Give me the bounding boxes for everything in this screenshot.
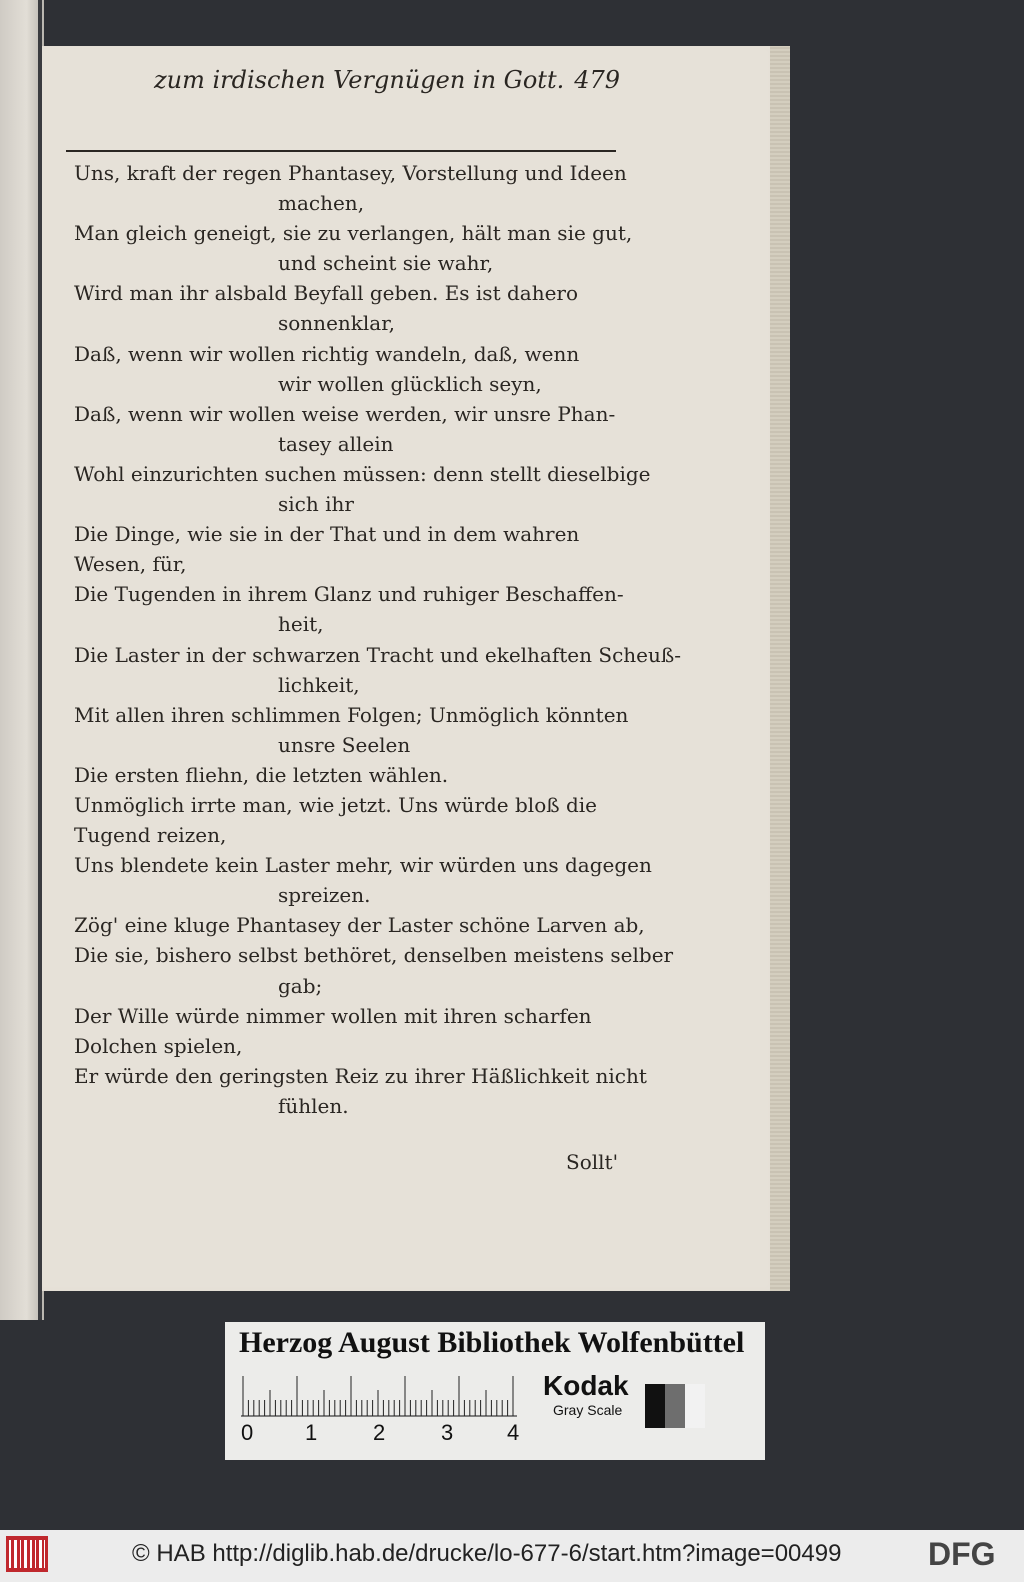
ruler-number: 3 [441,1420,454,1445]
text-line: Der Wille würde nimmer wollen mit ihren scharfen [74,1003,592,1028]
text-line: Wohl einzurichten suchen müssen: denn stellt dieselbige [74,461,651,486]
gray-swatches [645,1384,705,1428]
ruler-number: 4 [507,1420,520,1445]
swatch-black [645,1384,665,1428]
text-line-continuation: spreizen. [278,883,371,908]
copyright-link[interactable]: © HAB http://diglib.hab.de/drucke/lo-677-6/start.htm?image=00499 [132,1540,842,1567]
text-line-continuation: sonnenklar, [278,311,395,336]
text-line: Daß, wenn wir wollen weise werden, wir unsre Phan- [74,401,616,426]
running-header [110,66,620,100]
page-edge [770,46,790,1291]
text-line: Die sie, bishero selbst bethöret, denselben meistens selber [74,943,674,968]
header-rule [66,150,616,152]
text-line: Man gleich geneigt, sie zu verlangen, hält man sie gut, [74,221,633,246]
text-line: Unmöglich irrte man, wie jetzt. Uns würde bloß die [74,792,597,817]
text-line: Tugend reizen, [74,823,227,848]
ruler-number: 2 [373,1420,386,1445]
ruler-number: 0 [241,1420,254,1445]
dfg-logo: DFG [928,1536,996,1572]
text-line-continuation: lichkeit, [278,672,360,697]
text-line: Die Laster in der schwarzen Tracht und ekelhaften Scheuß- [74,642,681,667]
text-line-continuation: wir wollen glücklich seyn, [278,371,542,396]
running-title: zum irdischen Vergnügen in Gott. [154,66,565,94]
text-line: Uns blendete kein Laster mehr, wir würden uns dagegen [74,853,652,878]
footer-bar [0,1530,1024,1582]
text-line-continuation: unsre Seelen [278,732,411,757]
text-line-continuation: tasey allein [278,431,394,456]
text-line: Uns, kraft der regen Phantasey, Vorstellung und Ideen [74,161,627,185]
kodak-logo: Kodak [543,1370,629,1401]
text-line-continuation: sich ihr [278,492,354,517]
text-line-continuation: und scheint sie wahr, [278,251,494,276]
text-line: Er würde den geringsten Reiz zu ihrer Häßlichkeit nicht [74,1063,647,1088]
barcode-icon [6,1536,48,1572]
text-line: Zög' eine kluge Phantasey der Laster schöne Larven ab, [74,913,645,938]
text-line: Die Dinge, wie sie in der That und in dem wahren [74,522,580,547]
swatch-gray [665,1384,685,1428]
swatch-white [685,1384,705,1428]
text-line: Wesen, für, [74,552,187,577]
page-number: 479 [574,66,620,94]
institution-name: Herzog August Bibliothek Wolfenbüttel [239,1326,745,1359]
color-calibration-card [225,1322,765,1460]
text-line-continuation: fühlen. [278,1093,349,1118]
text-line: Wird man ihr alsbald Beyfall geben. Es ist dahero [74,281,579,306]
text-line: Die ersten fliehn, die letzten wählen. [74,762,449,787]
gray-scale-label: Gray Scale [553,1402,623,1418]
poem-text [74,158,681,1121]
text-line: Daß, wenn wir wollen richtig wandeln, daß, wenn [74,341,580,366]
text-line-continuation: machen, [278,191,365,216]
text-line: Dolchen spielen, [74,1033,243,1058]
ruler-scale [241,1376,521,1418]
text-line: Die Tugenden in ihrem Glanz und ruhiger Beschaffen- [74,582,624,607]
ruler-number: 1 [305,1420,318,1445]
text-line-continuation: gab; [278,973,323,998]
text-line-continuation: heit, [278,612,324,637]
catchword: Sollt' [566,1150,619,1174]
text-line: Mit allen ihren schlimmen Folgen; Unmöglich könnten [74,702,629,727]
